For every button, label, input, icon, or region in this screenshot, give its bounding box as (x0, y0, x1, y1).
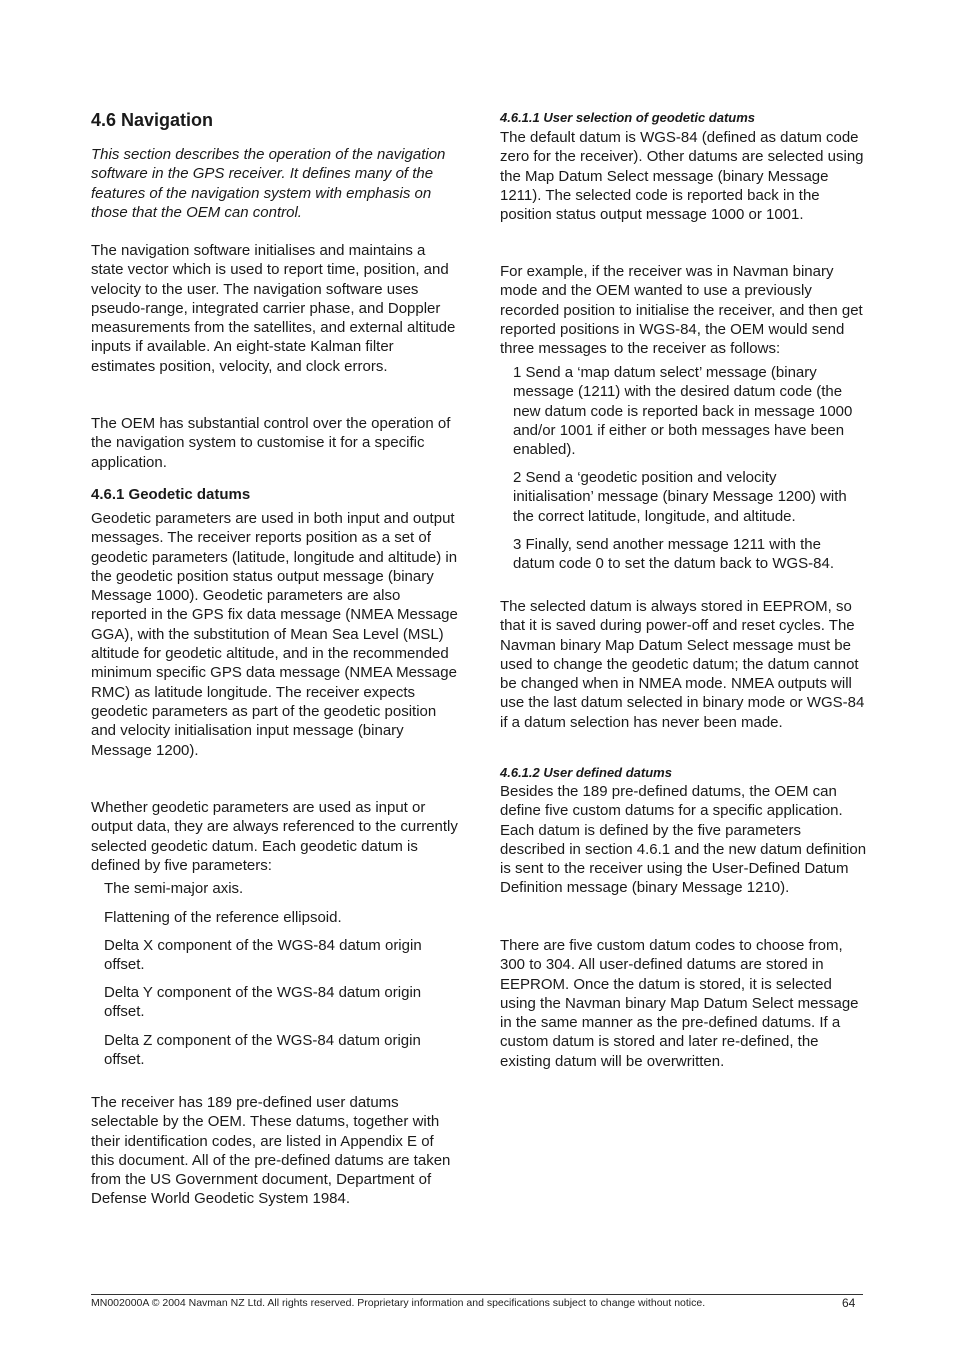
navigation-paragraph: The navigation software initialises and maintains a state vector which is used to report time, position, and velocity to the user. The navigation software uses pseudo-range, integrated carrier phase, and Doppler measurements from the satellites, and external altitude inputs if available. An eight-state Kalman filter estimates position, velocity, and clock errors. (91, 242, 456, 375)
footer-copyright: MN002000A © 2004 Navman NZ Ltd. All rights reserved. Proprietary information and specifications subject to change without notice. (91, 1297, 706, 1309)
user-defined-heading: 4.6.1.2 User defined datums (500, 765, 672, 780)
default-datum-paragraph: The default datum is WGS-84 (defined as datum code zero for the receiver). Other datums are selected using the Map Datum Select message (binary Message 1211). The selected code is reported back in the position status output message 1000 or 1001. (500, 129, 864, 224)
geodetic-datums-heading: 4.6.1 Geodetic datums (91, 486, 251, 503)
custom-codes-paragraph: There are five custom datum codes to choose from, 300 to 304. All user-defined datums are stored in EEPROM. Once the datum is stored, it is selected using the Navman binary Map Datum Select message in the same manner as the pre-defined datums. If a custom datum is stored and later re-defined, the existing datum will be overwritten. (500, 937, 859, 1070)
section-heading: 4.6 Navigation (91, 110, 214, 130)
list-item: 2 Send a ‘geodetic position and velocity initialisation’ message (binary Message 1200) with the correct latitude, longitude, and altitude. (513, 469, 847, 525)
page-number: 64 (842, 1296, 856, 1310)
list-item: 1 Send a ‘map datum select’ message (binary message (1211) with the desired datum code (the new datum code is reported back in message 1000 and/or 1001 if either or both messages have been enabled). (513, 364, 853, 459)
geodetic-parameters-paragraph: Geodetic parameters are used in both input and output messages. The receiver reports position as a set of geodetic parameters (latitude, longitude and altitude) in the geodetic position status output message (binary Message 1000). Geodetic parameters are also reported in the GPS fix data message (NMEA Message GGA), with the substitution of Mean Sea Level (MSL) altitude for geodetic altitude, and in the recommended minimum specific GPS data message (NMEA Message RMC) as latitude longitude. The receiver expects geodetic parameters as part of the geodetic position and velocity initialisation input message (binary Message 1200). (91, 510, 458, 759)
list-item: The semi-major axis. (104, 880, 244, 897)
list-item: 3 Finally, send another message 1211 with the datum code 0 to set the datum back to WGS-84. (513, 536, 834, 573)
predefined-datums-paragraph: The receiver has 189 pre-defined user datums selectable by the OEM. These datums, together with their identification codes, are listed in Appendix E of this document. All of the pre-defined datums are taken from the US Government document, Department of Defense World Geodetic System 1984. (91, 1094, 451, 1208)
intro-paragraph: This section describes the operation of the navigation software in the GPS receiver. It defines many of the features of the navigation system with emphasis on those that the OEM can control. (91, 146, 446, 221)
datum-reference-paragraph: Whether geodetic parameters are used as input or output data, they are always referenced to the currently selected geodetic datum. Each geodetic datum is defined by five parameters: (91, 799, 458, 874)
list-item: Delta Y component of the WGS-84 datum origin offset. (104, 984, 422, 1021)
footer-divider (91, 1294, 863, 1295)
oem-control-paragraph: The OEM has substantial control over the operation of the navigation system to customise it for a specific application. (91, 415, 451, 471)
eeprom-paragraph: The selected datum is always stored in EEPROM, so that it is saved during power-off and reset cycles. The Navman binary Map Datum Select message must be used to change the geodetic datum; the datum cannot be changed when in NMEA mode. NMEA outputs will use the last datum selected in binary mode or WGS-84 if a datum selection has never been made. (500, 598, 865, 731)
list-item: Delta X component of the WGS-84 datum origin offset. (104, 937, 422, 974)
example-paragraph: For example, if the receiver was in Navman binary mode and the OEM wanted to use a previously recorded position to initialise the receiver, and then get reported positions in WGS-84, the OEM would send three messages to the receiver as follows: (500, 263, 863, 358)
user-selection-heading: 4.6.1.1 User selection of geodetic datums (500, 110, 756, 125)
custom-datums-paragraph: Besides the 189 pre-defined datums, the OEM can define five custom datums for a specific application. Each datum is defined by the five parameters described in section 4.6.1 and the new datum definition is sent to the receiver using the User-Defined Datum Definition message (binary Message 1210). (500, 783, 867, 897)
list-item: Flattening of the reference ellipsoid. (104, 909, 342, 926)
list-item: Delta Z component of the WGS-84 datum origin offset. (104, 1032, 421, 1069)
